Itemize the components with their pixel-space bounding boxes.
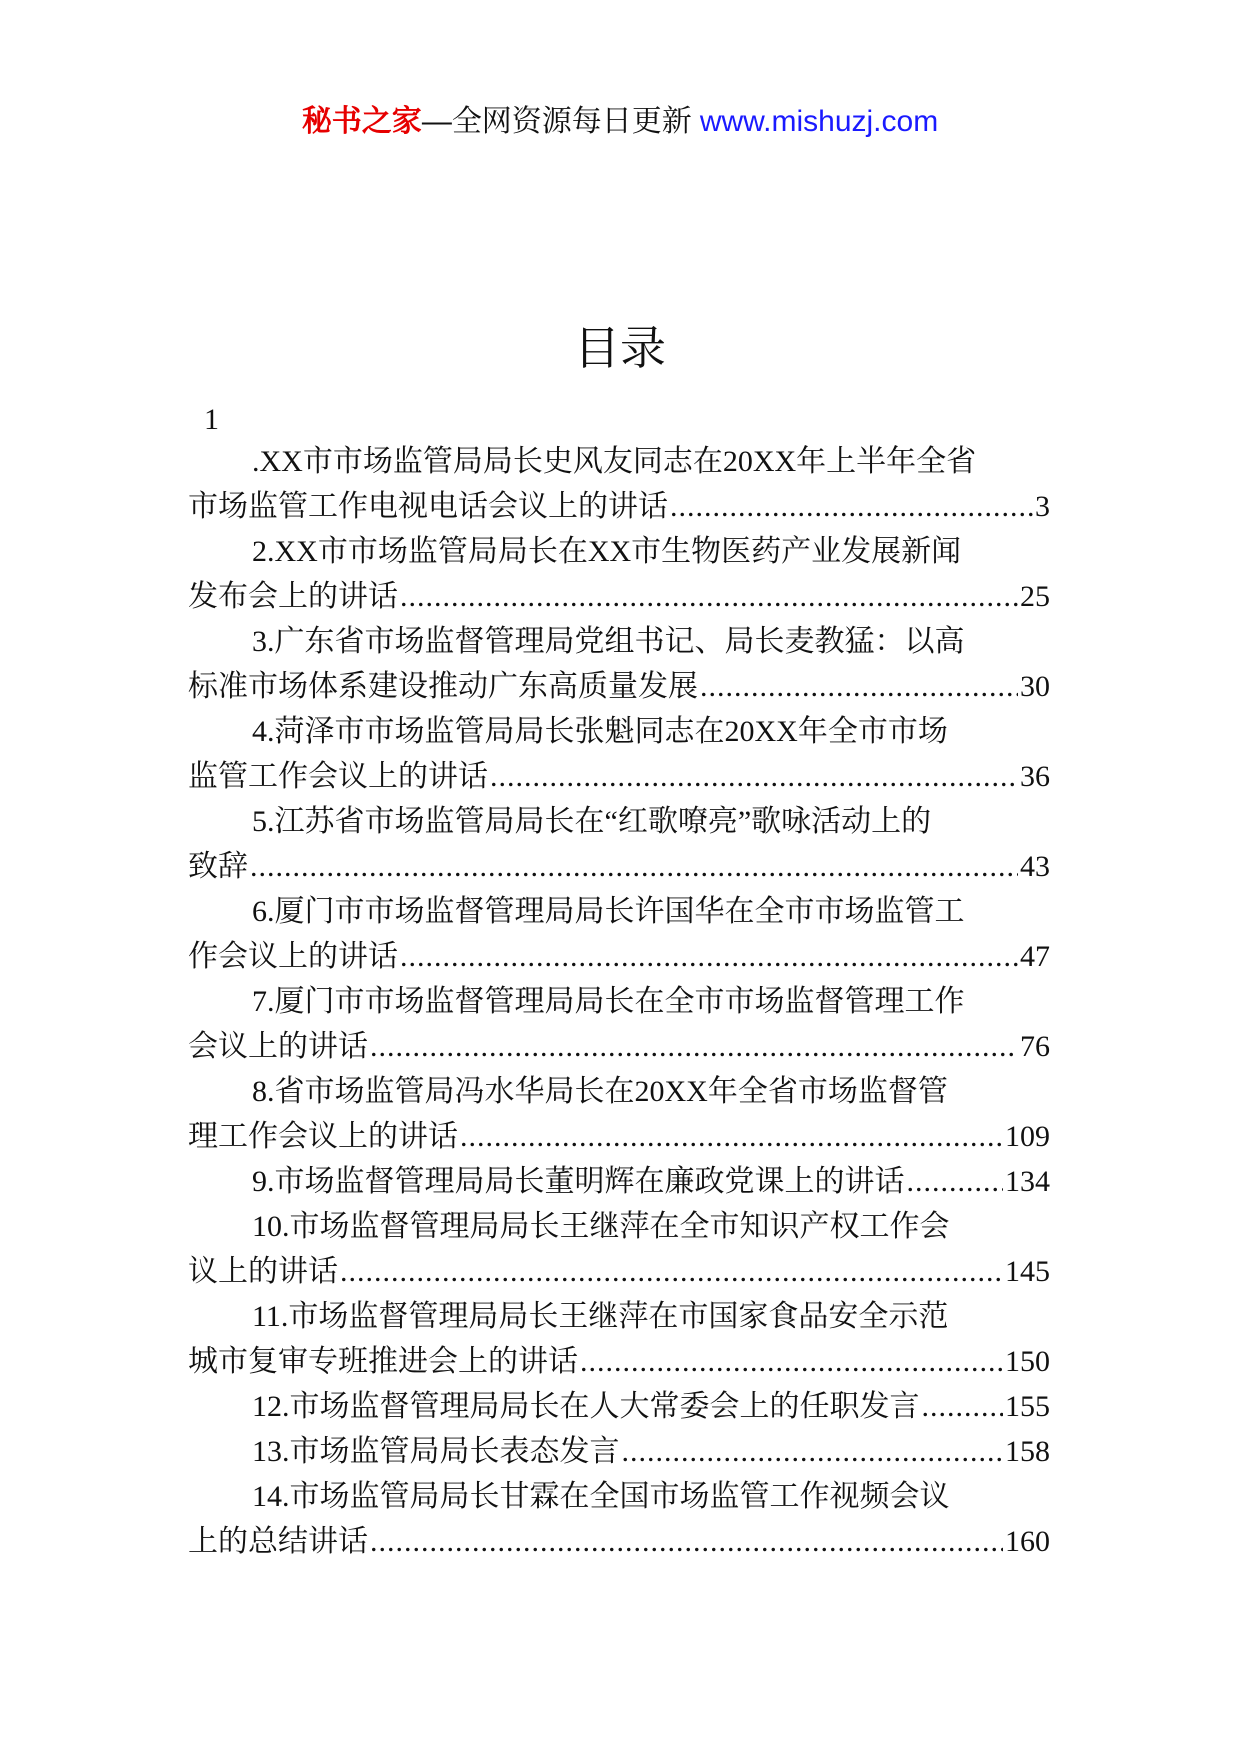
toc-entry-title-continued: 发布会上的讲话 [188, 580, 398, 613]
toc-entry-title: 5.江苏省市场监管局局长在“红歌嘹亮”歌咏活动上的 [252, 805, 932, 838]
toc-entry-title: 2.XX市市场监管局局长在XX市生物医药产业发展新闻 [252, 535, 962, 568]
toc-entry-title: 14.市场监管局局长甘霖在全国市场监管工作视频会议 [252, 1480, 950, 1513]
dot-leader [622, 1429, 1004, 1474]
toc-entry[interactable] [188, 709, 1050, 799]
dot-leader [460, 1114, 1003, 1159]
toc-entry-title: 8.省市场监管局冯水华局长在20XX年全省市场监督管 [252, 1075, 948, 1108]
toc-entry-line [188, 439, 1050, 484]
toc-entry-title-continued: 理工作会议上的讲话 [188, 1120, 458, 1153]
toc-page-number: 3 [1035, 490, 1050, 523]
banner-brand: 秘书之家 [301, 105, 422, 138]
dot-leader [400, 934, 1018, 979]
toc-page-number: 76 [1020, 1030, 1050, 1063]
dot-leader [580, 1339, 1003, 1384]
toc-entry-title: 13.市场监管局局长表态发言 [252, 1435, 620, 1468]
dot-leader [670, 484, 1033, 529]
toc-entry-line [188, 529, 1050, 574]
toc-entry-title: 12.市场监督管理局局长在人大常委会上的任职发言 [252, 1390, 920, 1423]
toc-entry-line [188, 1474, 1050, 1519]
toc-entry-line [188, 1429, 1050, 1474]
toc-entry-title-continued: 监管工作会议上的讲话 [188, 760, 488, 793]
dot-leader [400, 574, 1018, 619]
toc-entry[interactable] [188, 1384, 1050, 1429]
toc-entry-line [188, 1519, 1050, 1564]
toc-entry[interactable] [188, 439, 1050, 529]
toc-entry-title-continued: 城市复审专班推进会上的讲话 [188, 1345, 578, 1378]
toc-entry[interactable] [188, 1429, 1050, 1474]
toc-entry-line [188, 979, 1050, 1024]
toc-page-number: 150 [1005, 1345, 1050, 1378]
toc-entry[interactable] [188, 1069, 1050, 1159]
toc-entry-title-continued: 标准市场体系建设推动广东高质量发展 [188, 670, 698, 703]
toc-page-number: 134 [1005, 1165, 1050, 1198]
toc-entry-title: 7.厦门市市场监督管理局局长在全市市场监督管理工作 [252, 985, 965, 1018]
toc-entry-title: 3.广东省市场监督管理局党组书记、局长麦教猛：以高 [252, 625, 965, 658]
toc-entry-line [188, 484, 1050, 529]
toc-entry-title-continued: 作会议上的讲话 [188, 940, 398, 973]
toc-page-number: 25 [1020, 580, 1050, 613]
toc-entry[interactable] [188, 529, 1050, 619]
toc-page-number: 36 [1020, 760, 1050, 793]
toc-entry-title: 6.厦门市市场监督管理局局长许国华在全市市场监管工 [252, 895, 965, 928]
table-of-contents [188, 439, 1050, 1564]
toc-entry[interactable] [188, 889, 1050, 979]
toc-entry-line [188, 1204, 1050, 1249]
toc-entry-line [188, 1339, 1050, 1384]
toc-entry-line [188, 1114, 1050, 1159]
dot-leader [340, 1249, 1003, 1294]
toc-entry-line [188, 1024, 1050, 1069]
toc-entry-line [188, 1159, 1050, 1204]
toc-page-number: 155 [1005, 1390, 1050, 1423]
toc-entry-line [188, 1294, 1050, 1339]
toc-entry[interactable] [188, 1159, 1050, 1204]
toc-page-number: 47 [1020, 940, 1050, 973]
toc-entry[interactable] [188, 979, 1050, 1069]
toc-entry-line [188, 709, 1050, 754]
toc-page-number: 158 [1005, 1435, 1050, 1468]
toc-entry-title: .XX市市场监管局局长史风友同志在20XX年上半年全省 [252, 445, 977, 478]
toc-entry-line [188, 574, 1050, 619]
toc-entry[interactable] [188, 799, 1050, 889]
site-banner [0, 100, 1240, 144]
toc-page-number: 30 [1020, 670, 1050, 703]
toc-entry-title-continued: 致辞 [188, 850, 248, 883]
dot-leader [907, 1159, 1004, 1204]
toc-entry-title: 10.市场监督管理局局长王继萍在全市知识产权工作会 [252, 1210, 950, 1243]
dot-leader [250, 844, 1018, 889]
toc-entry[interactable] [188, 1204, 1050, 1294]
toc-entry-line [188, 1249, 1050, 1294]
toc-entry[interactable] [188, 1474, 1050, 1564]
toc-entry-title-continued: 会议上的讲话 [188, 1030, 368, 1063]
toc-entry[interactable] [188, 619, 1050, 709]
toc-entry-line [188, 664, 1050, 709]
banner-site-link[interactable]: www.mishuzj.com [699, 105, 939, 138]
dot-leader [370, 1519, 1003, 1564]
dot-leader [700, 664, 1018, 709]
toc-page-number: 160 [1005, 1525, 1050, 1558]
stray-list-number: 1 [204, 403, 219, 436]
toc-entry[interactable] [188, 1294, 1050, 1384]
toc-entry-title: 9.市场监督管理局局长董明辉在廉政党课上的讲话 [252, 1165, 905, 1198]
toc-entry-line [188, 799, 1050, 844]
toc-entry-line [188, 844, 1050, 889]
dot-leader [370, 1024, 1018, 1069]
toc-title: 目录 [574, 321, 666, 375]
banner-tagline: —全网资源每日更新 [421, 105, 692, 138]
toc-entry-title: 11.市场监督管理局局长王继萍在市国家食品安全示范 [252, 1300, 949, 1333]
dot-leader [490, 754, 1018, 799]
toc-entry-title-continued: 上的总结讲话 [188, 1525, 368, 1558]
toc-entry-line [188, 619, 1050, 664]
toc-entry-title-continued: 市场监管工作电视电话会议上的讲话 [188, 490, 668, 523]
toc-page-number: 109 [1005, 1120, 1050, 1153]
toc-page-number: 145 [1005, 1255, 1050, 1288]
toc-page-number: 43 [1020, 850, 1050, 883]
toc-entry-title-continued: 议上的讲话 [188, 1255, 338, 1288]
toc-entry-line [188, 1384, 1050, 1429]
toc-entry-title: 4.菏泽市市场监管局局长张魁同志在20XX年全市市场 [252, 715, 948, 748]
toc-entry-line [188, 754, 1050, 799]
toc-entry-line [188, 934, 1050, 979]
toc-entry-line [188, 889, 1050, 934]
toc-entry-line [188, 1069, 1050, 1114]
dot-leader [922, 1384, 1004, 1429]
